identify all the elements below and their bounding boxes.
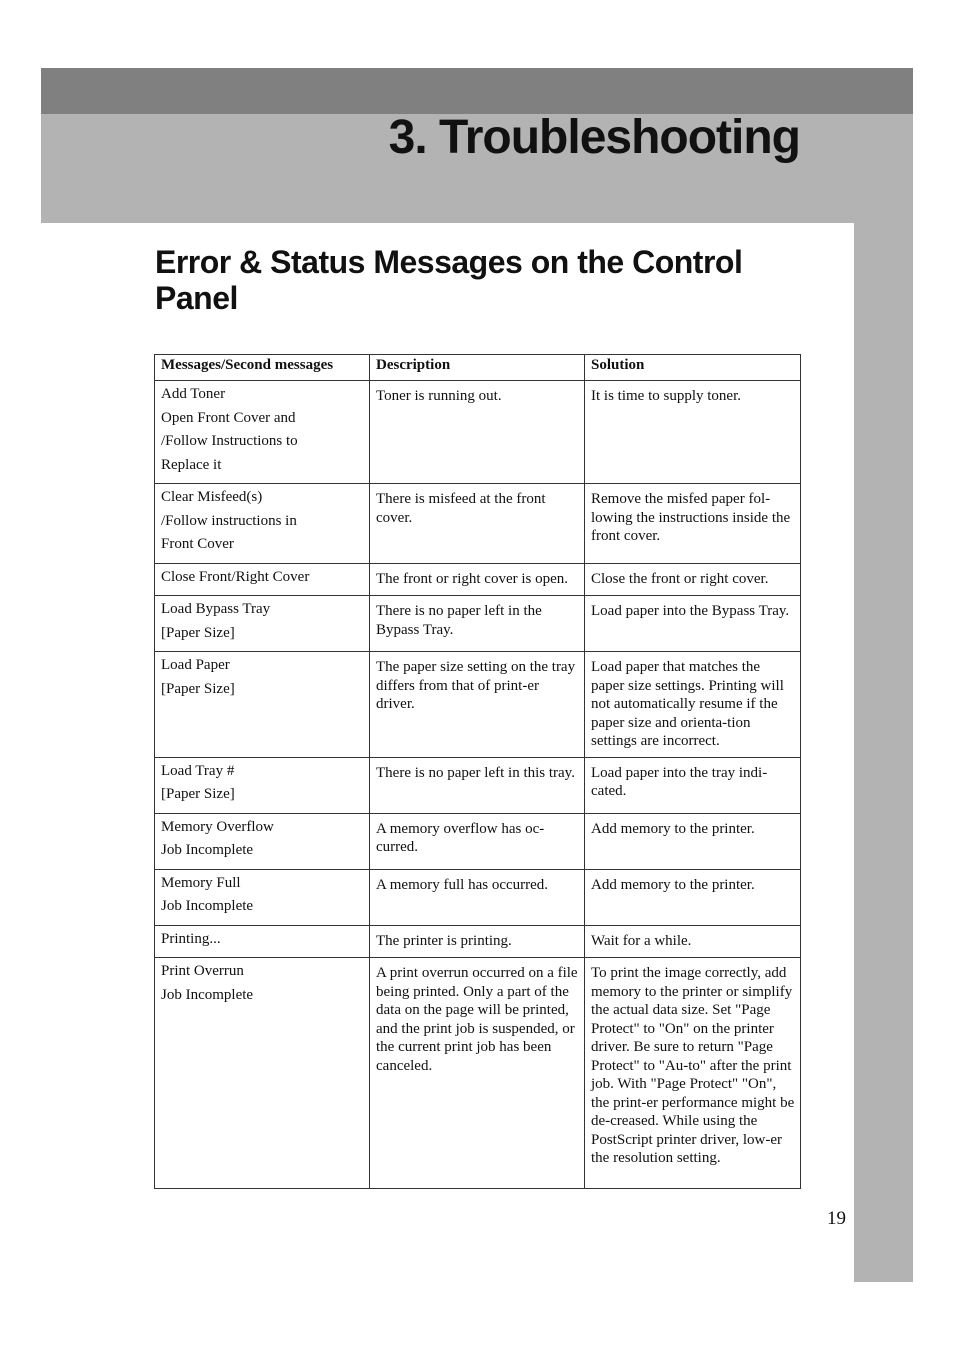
- message-line: Close Front/Right Cover: [161, 568, 310, 585]
- table-row: [155, 563, 801, 596]
- message-line: Memory Full: [161, 874, 241, 891]
- message-line: [Paper Size]: [161, 624, 235, 641]
- description-cell: The paper size setting on the tray differs from that of print-er driver.: [370, 652, 585, 758]
- table-row: [155, 757, 801, 813]
- message-line: /Follow Instructions to: [161, 433, 298, 449]
- message-cell: [155, 652, 370, 758]
- table-row: [155, 925, 801, 958]
- error-messages-table: [154, 354, 801, 1189]
- solution-cell: Load paper into the tray indi-cated.: [585, 757, 801, 813]
- message-line: Load Paper: [161, 657, 230, 673]
- column-header-description: Description: [370, 355, 585, 381]
- message-line: Load Bypass Tray: [161, 601, 271, 617]
- side-tab-band: [854, 223, 913, 1282]
- message-cell: [155, 925, 370, 958]
- description-cell: There is no paper left in this tray.: [370, 757, 585, 813]
- section-title: Error & Status Messages on the Control Panel: [155, 244, 743, 316]
- description-cell: The printer is printing.: [370, 925, 585, 958]
- message-cell: [155, 757, 370, 813]
- page-number: 19: [827, 1208, 846, 1229]
- message-line: Front Cover: [161, 536, 234, 552]
- solution-cell: Close the front or right cover.: [585, 563, 801, 596]
- solution-cell: Load paper that matches the paper size settings. Printing will not automatically resume if the paper size and orienta-tion settings are incorrect.: [585, 652, 801, 758]
- message-cell: [155, 596, 370, 652]
- solution-cell: Wait for a while.: [585, 925, 801, 958]
- message-line: Load Tray #: [161, 762, 235, 779]
- solution-cell: Load paper into the Bypass Tray.: [585, 596, 801, 652]
- solution-cell: Remove the misfed paper fol-lowing the instructions inside the front cover.: [585, 484, 801, 564]
- message-line: /Follow instructions in: [161, 512, 297, 529]
- message-line: Open Front Cover and: [161, 409, 296, 426]
- description-cell: A memory overflow has oc-curred.: [370, 813, 585, 869]
- description-cell: A memory full has occurred.: [370, 869, 585, 925]
- message-line: Job Incomplete: [161, 986, 254, 1003]
- message-cell: [155, 381, 370, 484]
- message-line: Memory Overflow: [161, 818, 274, 835]
- solution-cell: Add memory to the printer.: [585, 869, 801, 925]
- solution-cell: It is time to supply toner.: [585, 381, 801, 484]
- chapter-title: 3. Troubleshooting: [388, 111, 800, 164]
- message-cell: [155, 484, 370, 564]
- table-row: [155, 869, 801, 925]
- description-cell: There is no paper left in the Bypass Tray.: [370, 596, 585, 652]
- message-line: Replace it: [161, 456, 222, 473]
- column-header-solution: Solution: [585, 355, 801, 381]
- message-line: [Paper Size]: [161, 680, 235, 697]
- message-line: Add Toner: [161, 386, 226, 402]
- message-line: Job Incomplete: [161, 898, 254, 914]
- column-header-messages: Messages/Second messages: [155, 355, 370, 381]
- message-line: [Paper Size]: [161, 786, 235, 802]
- table-row: [155, 381, 801, 484]
- description-cell: The front or right cover is open.: [370, 563, 585, 596]
- solution-cell: Add memory to the printer.: [585, 813, 801, 869]
- message-cell: [155, 563, 370, 596]
- message-cell: [155, 869, 370, 925]
- table-row: [155, 596, 801, 652]
- message-line: Print Overrun: [161, 963, 244, 979]
- table-header-row: [155, 355, 801, 381]
- table-row: [155, 652, 801, 758]
- solution-cell: To print the image correctly, add memory to the printer or simplify the actual data size. Set "Page Protect" to "On" on the printer driver. Be sure to return "Page Protect" to "Au-to" after the print job. With "Page Protect" "On", the print-er performance might be de-creased. While using the PostScript printer driver, low-er the resolution setting.: [585, 958, 801, 1189]
- table-row: [155, 484, 801, 564]
- message-cell: [155, 958, 370, 1189]
- description-cell: A print overrun occurred on a file being printed. Only a part of the data on the page will be printed, and the print job is suspended, or the current print job has been canceled.: [370, 958, 585, 1189]
- message-line: Clear Misfeed(s): [161, 489, 263, 505]
- description-cell: Toner is running out.: [370, 381, 585, 484]
- message-line: Job Incomplete: [161, 842, 254, 858]
- header-band-top: [41, 68, 913, 114]
- message-line: Printing...: [161, 930, 221, 947]
- table-row: [155, 813, 801, 869]
- description-cell: There is misfeed at the front cover.: [370, 484, 585, 564]
- message-cell: [155, 813, 370, 869]
- table-row: [155, 958, 801, 1189]
